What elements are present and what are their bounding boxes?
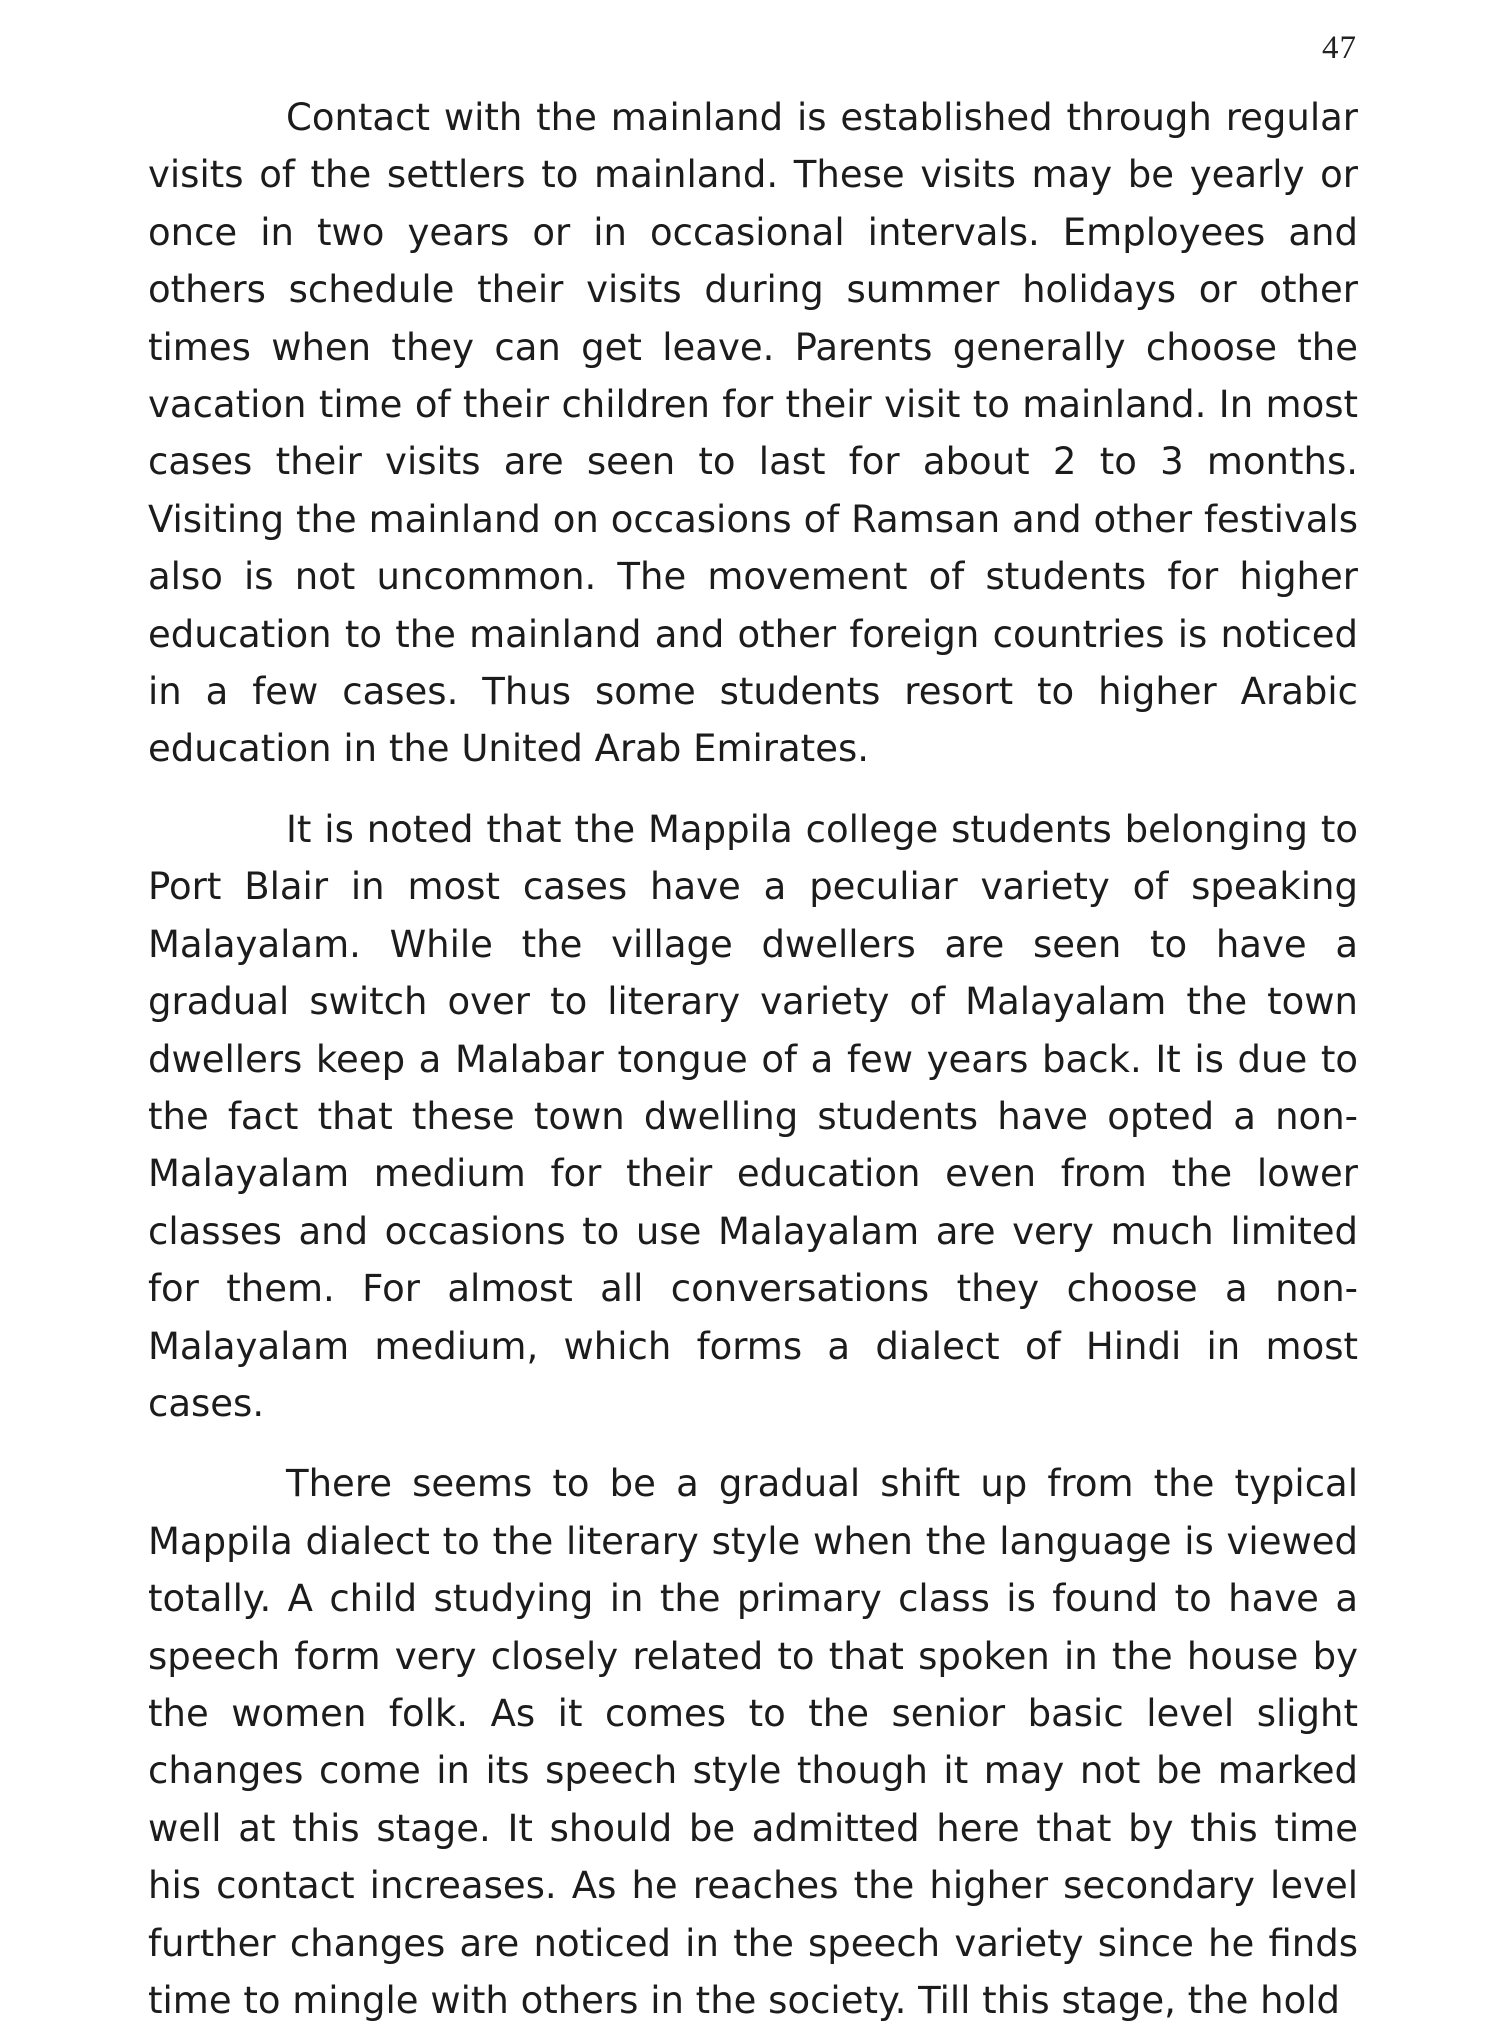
- paragraph-mainland-contact: Contact with the mainland is established through regular visits of the settlers to mainland. These visits may be yearly or once in two years or in occasional intervals. Employees and others schedule their visits during summer holidays or other times when they can get leave. Parents generally choose the vacation time of their children for their visit to mainland. In most cases their visits are seen to last for about 2 to 3 months. Visiting the mainland on occasions of Ramsan and other festivals also is not uncommon. The movement of students for higher education to the mainland and other foreign countries is noticed in a few cases. Thus some students resort to higher Arabic education in the United Arab Emirates.: [148, 96, 1358, 771]
- body-text: [148, 89, 1358, 2029]
- page-number: 47: [1322, 30, 1357, 66]
- paragraph-dialect-shift: There seems to be a gradual shift up from the typical Mappila dialect to the literary style when the language is viewed totally. A child studying in the primary class is found to have a speech form very closely related to that spoken in the house by the women folk. As it comes to the senior basic level slight changes come in its speech style though it may not be marked well at this stage. It should be admitted here that by this time his contact increases. As he reaches the higher secondary level further changes are noticed in the speech variety since he finds time to mingle with others in the society. Till this stage, the hold: [148, 1462, 1358, 2022]
- paragraph-college-students-speech: It is noted that the Mappila college students belonging to Port Blair in most cases have a peculiar variety of speaking Malayalam. While the village dwellers are seen to have a gradual switch over to literary variety of Malayalam the town dwellers keep a Malabar tongue of a few years back. It is due to the fact that these town dwelling students have opted a non-Malayalam medium for their education even from the lower classes and occasions to use Malayalam are very much limited for them. For almost all conversations they choose a non-Malayalam medium, which forms a dialect of Hindi in most cases.: [148, 807, 1358, 1425]
